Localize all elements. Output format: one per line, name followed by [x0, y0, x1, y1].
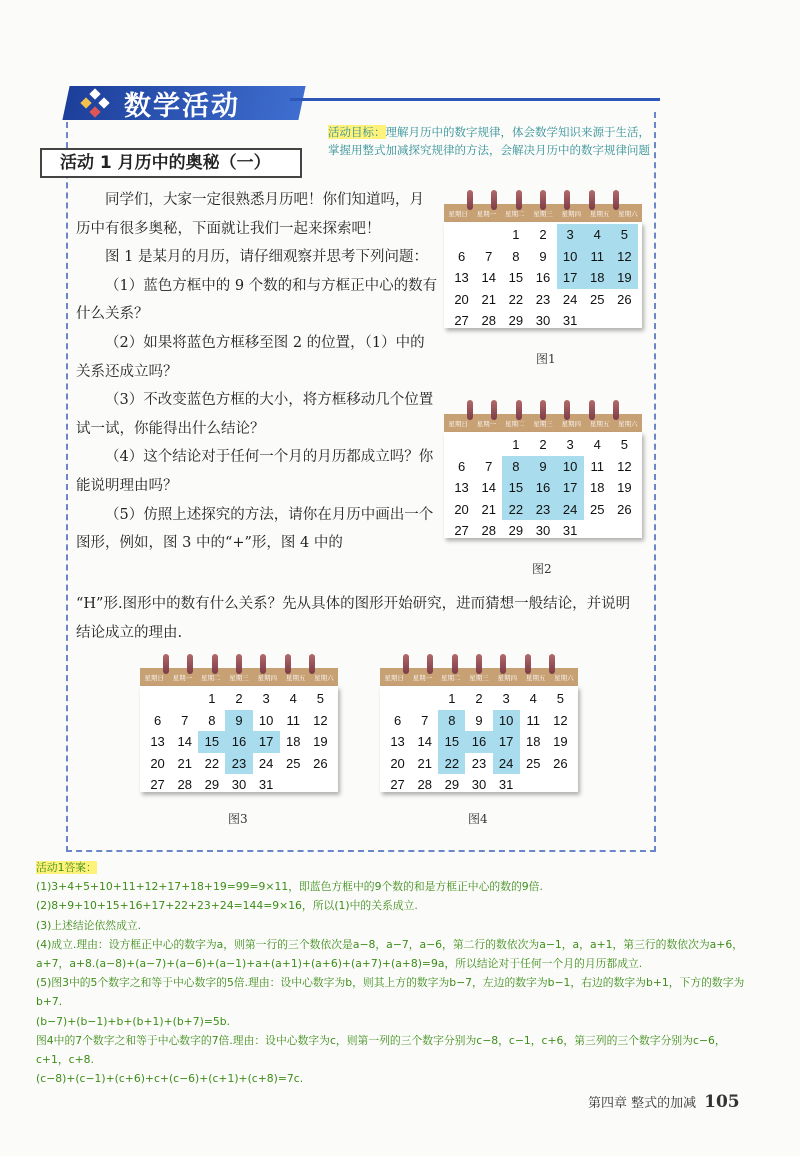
calendar-figure-2	[444, 400, 642, 538]
binder-ring-icon	[212, 654, 218, 674]
weekday-label: 星期五	[285, 673, 306, 682]
binder-ring-icon	[467, 400, 473, 420]
day-cell: 22	[438, 753, 465, 775]
day-cell: 26	[617, 501, 632, 517]
day-cell: 10	[557, 456, 584, 478]
binder-ring-icon	[309, 654, 315, 674]
day-cell: 28	[481, 523, 496, 538]
day-cell: 2	[475, 691, 483, 706]
day-cell: 7	[485, 458, 493, 474]
binder-ring-icon	[540, 190, 546, 210]
page-number: 105	[704, 1092, 740, 1112]
binder-ring-icon	[491, 400, 497, 420]
day-cell: 21	[481, 501, 496, 517]
binder-ring-icon	[549, 654, 555, 674]
day-cell: 8	[208, 712, 216, 728]
banner-rule	[290, 98, 660, 101]
answer-line: (3)上述结论依然成立.	[36, 918, 142, 932]
day-cell: 12	[617, 458, 632, 474]
weekday-label: 星期三	[469, 673, 489, 682]
weekday-label: 星期六	[314, 673, 334, 682]
binder-rings	[380, 654, 578, 674]
day-cell: 1	[448, 691, 456, 706]
day-cell: 5	[620, 437, 629, 452]
day-cell: 14	[481, 480, 496, 495]
day-cell: 23	[529, 499, 556, 521]
weekday-label: 星期二	[200, 673, 221, 682]
day-cell: 10	[258, 712, 274, 728]
binder-ring-icon	[163, 654, 169, 674]
day-cell: 4	[529, 691, 537, 706]
day-cell: 3	[557, 224, 584, 246]
binder-ring-icon	[525, 654, 531, 674]
day-cell: 14	[417, 734, 432, 749]
day-cell: 19	[313, 734, 328, 749]
day-cell: 30	[231, 777, 247, 792]
day-cell: 12	[313, 712, 328, 728]
day-cell: 18	[526, 734, 541, 749]
question-5-continued	[76, 590, 641, 647]
answer-line: (5)图3中的5个数字之和等于中心数字的5倍.理由：设中心数字为b，则其上方的数字为b−7，左边的数字为b−1，右边的数字为b+1，下方的数字为b+7.	[36, 976, 745, 1009]
day-cell: 17	[557, 477, 584, 499]
paragraph: 图 1 是某月的月历，请仔细观察并思考下列问题：	[105, 249, 428, 266]
day-cell: 21	[481, 291, 496, 307]
day-cell: 13	[454, 480, 469, 495]
weekday-label: 星期四	[257, 673, 278, 682]
day-cell: 3	[262, 691, 270, 706]
day-cell: 17	[253, 731, 280, 753]
day-cell: 19	[553, 734, 568, 749]
day-cell: 23	[225, 753, 252, 775]
binder-ring-icon	[427, 654, 433, 674]
day-cell: 10	[493, 710, 520, 732]
figure-caption: 图2	[532, 562, 552, 576]
question-2: （2）如果将蓝色方框移至图 2 的位置，（1）中的关系还成立吗？	[76, 334, 425, 380]
day-cell: 14	[177, 734, 192, 749]
day-cell: 31	[258, 777, 274, 792]
binder-ring-icon	[589, 400, 595, 420]
binder-ring-icon	[516, 400, 522, 420]
binder-rings	[140, 654, 338, 674]
day-cell: 17	[557, 267, 584, 289]
goal-label: 活动目标：	[328, 125, 386, 139]
binder-rings	[444, 400, 642, 420]
answer-line: (1)3+4+5+10+11+12+17+18+19=99=9×11，即蓝色方框中的9个数的和是方框正中心的数的9倍.	[36, 880, 543, 894]
day-cell: 5	[556, 691, 565, 706]
day-cell: 19	[611, 267, 638, 289]
day-cell: 31	[562, 313, 578, 328]
day-cell: 23	[535, 291, 551, 307]
day-cell: 3	[502, 691, 510, 706]
binder-ring-icon	[613, 400, 619, 420]
goal-text: 理解月历中的数字规律，体会数学知识来源于生活，掌握用整式加减探究规律的方法，会解决月历中的数字规律问题	[328, 125, 650, 157]
chapter-label: 第四章 整式的加减	[588, 1096, 697, 1111]
weekday-label: 星期四	[561, 419, 582, 428]
day-cell: 6	[457, 248, 466, 264]
weekday-label: 星期三	[229, 673, 249, 682]
intro-text	[76, 186, 438, 558]
weekday-label: 星期五	[589, 419, 610, 428]
day-cell: 11	[590, 458, 605, 474]
calendar-figure-1	[444, 190, 642, 328]
day-cell: 31	[498, 777, 514, 792]
day-cell: 26	[617, 291, 632, 307]
day-cell: 13	[150, 734, 165, 749]
binder-ring-icon	[187, 654, 193, 674]
day-cell: 6	[153, 712, 162, 728]
day-cell: 7	[485, 248, 493, 264]
binder-ring-icon	[403, 654, 409, 674]
binder-ring-icon	[589, 190, 595, 210]
question-3: （3）不改变蓝色方框的大小，将方框移动几个位置试一试，你能得出什么结论？	[76, 392, 434, 437]
day-cell: 29	[204, 777, 220, 792]
day-cell: 18	[286, 734, 301, 749]
day-cell: 27	[454, 523, 469, 538]
figure-caption: 图4	[468, 812, 488, 826]
answer-title: 活动1答案：	[36, 861, 97, 874]
day-cell: 30	[471, 777, 487, 792]
calendar-figure-3	[140, 654, 338, 792]
day-cell: 8	[512, 248, 520, 264]
day-cell: 19	[617, 480, 632, 495]
day-cell: 25	[526, 755, 541, 771]
day-cell: 22	[204, 755, 220, 771]
day-cell: 24	[557, 499, 584, 521]
paragraph: “H”形.图形中的数有什么关系？先从具体的图形开始研究，进而猜想一般结论，并说明结论成立的理由.	[76, 596, 631, 641]
paragraph: 同学们，大家一定很熟悉月历吧！你们知道吗，月历中有很多奥秘，下面就让我们一起来探索吧！	[76, 192, 424, 237]
day-cell: 20	[390, 755, 405, 771]
day-cell: 1	[208, 691, 216, 706]
binder-rings	[444, 190, 642, 210]
day-grid	[444, 222, 642, 328]
binder-ring-icon	[452, 654, 458, 674]
day-cell: 4	[593, 437, 601, 452]
day-cell: 6	[393, 712, 402, 728]
day-cell: 8	[438, 710, 465, 732]
day-cell: 5	[316, 691, 325, 706]
day-cell: 8	[502, 456, 529, 478]
weekday-label: 星期日	[144, 673, 164, 682]
weekday-label: 星期五	[589, 209, 610, 218]
day-cell: 11	[584, 246, 611, 268]
day-cell: 9	[475, 712, 483, 728]
day-grid	[444, 432, 642, 538]
day-cell: 20	[454, 501, 469, 517]
weekday-label: 星期一	[172, 673, 193, 682]
day-cell: 11	[286, 712, 301, 728]
calendar-figure-4	[380, 654, 578, 792]
day-cell: 29	[444, 777, 460, 792]
day-cell: 15	[198, 731, 225, 753]
day-cell: 11	[526, 712, 541, 728]
weekday-label: 星期日	[448, 209, 468, 218]
day-cell: 29	[508, 313, 524, 328]
figure-caption: 图3	[228, 812, 248, 826]
question-5: （5）仿照上述探究的方法，请你在月历中画出一个图形，例如，图 3 中的“+”形，图 4 中的	[76, 506, 434, 552]
day-cell: 2	[539, 227, 547, 242]
weekday-label: 星期六	[554, 673, 574, 682]
day-cell: 22	[508, 291, 524, 307]
day-cell	[475, 434, 502, 456]
day-cell: 16	[529, 477, 556, 499]
weekday-label: 星期三	[533, 209, 553, 218]
day-cell: 12	[553, 712, 568, 728]
day-cell: 4	[584, 224, 611, 246]
day-cell: 2	[539, 437, 547, 452]
answer-line: (b−7)+(b−1)+b+(b+1)+(b+7)=5b.	[36, 1014, 231, 1028]
day-cell: 9	[225, 710, 252, 732]
binder-ring-icon	[476, 654, 482, 674]
activity-goal	[328, 123, 658, 159]
binder-ring-icon	[260, 654, 266, 674]
day-cell: 16	[535, 270, 551, 285]
day-grid	[140, 686, 338, 792]
day-cell	[448, 434, 475, 456]
binder-ring-icon	[516, 190, 522, 210]
day-cell: 24	[258, 755, 274, 771]
diamond-cluster-icon	[80, 88, 110, 118]
day-cell: 30	[535, 313, 551, 328]
answer-line: 图4中的7个数字之和等于中心数字的7倍.理由：设中心数字为c，则第一列的三个数字分别为c−8，c−1，c+6，第三列的三个数字分别为c−6，c+1，c+8.	[36, 1033, 726, 1067]
day-cell: 24	[562, 291, 578, 307]
day-cell: 1	[512, 437, 520, 452]
weekday-label: 星期二	[504, 209, 525, 218]
weekday-label: 星期四	[497, 673, 518, 682]
binder-ring-icon	[564, 400, 570, 420]
weekday-label: 星期二	[504, 419, 525, 428]
answer-line: (2)8+9+10+15+16+17+22+23+24=144=9×16，所以(1)中的关系成立.	[36, 899, 418, 913]
day-cell: 27	[150, 777, 165, 792]
weekday-label: 星期一	[412, 673, 433, 682]
day-cell	[475, 224, 502, 246]
day-cell: 7	[181, 712, 189, 728]
day-cell	[384, 688, 411, 710]
day-cell: 25	[590, 291, 605, 307]
day-cell: 25	[590, 501, 605, 517]
day-cell: 24	[493, 753, 520, 775]
day-cell: 14	[481, 270, 496, 285]
weekday-label: 星期二	[440, 673, 461, 682]
binder-ring-icon	[500, 654, 506, 674]
weekday-label: 星期六	[618, 419, 638, 428]
binder-ring-icon	[540, 400, 546, 420]
day-cell: 28	[177, 777, 192, 792]
day-cell: 20	[454, 291, 469, 307]
day-cell	[144, 688, 171, 710]
day-cell: 9	[529, 456, 556, 478]
day-cell: 25	[286, 755, 301, 771]
weekday-label: 星期四	[561, 209, 582, 218]
day-cell	[411, 688, 438, 710]
day-cell: 23	[471, 755, 487, 771]
answer-line: (c−8)+(c−1)+(c+6)+c+(c−6)+(c+1)+(c+8)=7c.	[36, 1072, 304, 1086]
answer-section	[36, 858, 756, 1088]
day-cell: 17	[493, 731, 520, 753]
binder-ring-icon	[467, 190, 473, 210]
page-footer	[588, 1092, 740, 1112]
day-cell: 5	[611, 224, 638, 246]
section-title: 数学活动	[124, 91, 240, 122]
day-cell: 27	[454, 313, 469, 328]
weekday-label: 星期六	[618, 209, 638, 218]
day-cell: 12	[611, 246, 638, 268]
day-cell: 30	[535, 523, 551, 538]
day-cell: 9	[539, 248, 547, 264]
weekday-label: 星期日	[384, 673, 404, 682]
day-cell: 18	[584, 267, 611, 289]
figure-caption: 图1	[536, 352, 556, 366]
day-cell: 26	[553, 755, 568, 771]
weekday-label: 星期三	[533, 419, 553, 428]
day-cell: 13	[390, 734, 405, 749]
day-cell	[448, 224, 475, 246]
day-cell: 21	[417, 755, 432, 771]
day-cell: 22	[502, 499, 529, 521]
binder-ring-icon	[613, 190, 619, 210]
day-cell: 16	[465, 731, 492, 753]
binder-ring-icon	[285, 654, 291, 674]
day-cell: 15	[438, 731, 465, 753]
activity-title: 活动 1 月历中的奥秘（一）	[40, 148, 302, 178]
day-cell: 27	[390, 777, 405, 792]
day-cell: 31	[562, 523, 578, 538]
day-cell: 26	[313, 755, 328, 771]
day-cell: 20	[150, 755, 165, 771]
weekday-label: 星期日	[448, 419, 468, 428]
binder-ring-icon	[236, 654, 242, 674]
day-cell: 15	[508, 270, 524, 285]
binder-ring-icon	[491, 190, 497, 210]
question-1: （1）蓝色方框中的 9 个数的和与方框正中心的数有什么关系？	[76, 277, 438, 323]
day-cell: 28	[417, 777, 432, 792]
day-grid	[380, 686, 578, 792]
day-cell: 29	[508, 523, 524, 538]
weekday-label: 星期一	[476, 209, 497, 218]
day-cell: 6	[457, 458, 466, 474]
day-cell: 21	[177, 755, 192, 771]
question-4: （4）这个结论对于任何一个月的月历都成立吗？你能说明理由吗？	[76, 449, 434, 494]
weekday-label: 星期五	[525, 673, 546, 682]
day-cell: 18	[590, 480, 605, 495]
day-cell: 1	[512, 227, 520, 242]
day-cell: 28	[481, 313, 496, 328]
binder-ring-icon	[564, 190, 570, 210]
day-cell: 15	[502, 477, 529, 499]
day-cell: 10	[557, 246, 584, 268]
day-cell	[171, 688, 198, 710]
day-cell: 3	[566, 437, 574, 452]
day-cell: 2	[235, 691, 243, 706]
weekday-label: 星期一	[476, 419, 497, 428]
answer-line: (4)成立.理由：设方框正中心的数字为a，则第一行的三个数依次是a−8，a−7，a−6，第二行的数依次为a−1，a，a+1，第三行的数依次为a+6，a+7，a+8.(a−8)+(a−7)+(a−6)+(a−1)+a+(a+1)+(a+6)+(a+7)+(a+8)=9a，所以结论对于任何一个月的月历都成立.	[36, 937, 743, 971]
day-cell: 4	[289, 691, 297, 706]
day-cell: 7	[421, 712, 429, 728]
day-cell: 16	[225, 731, 252, 753]
day-cell: 13	[454, 270, 469, 285]
